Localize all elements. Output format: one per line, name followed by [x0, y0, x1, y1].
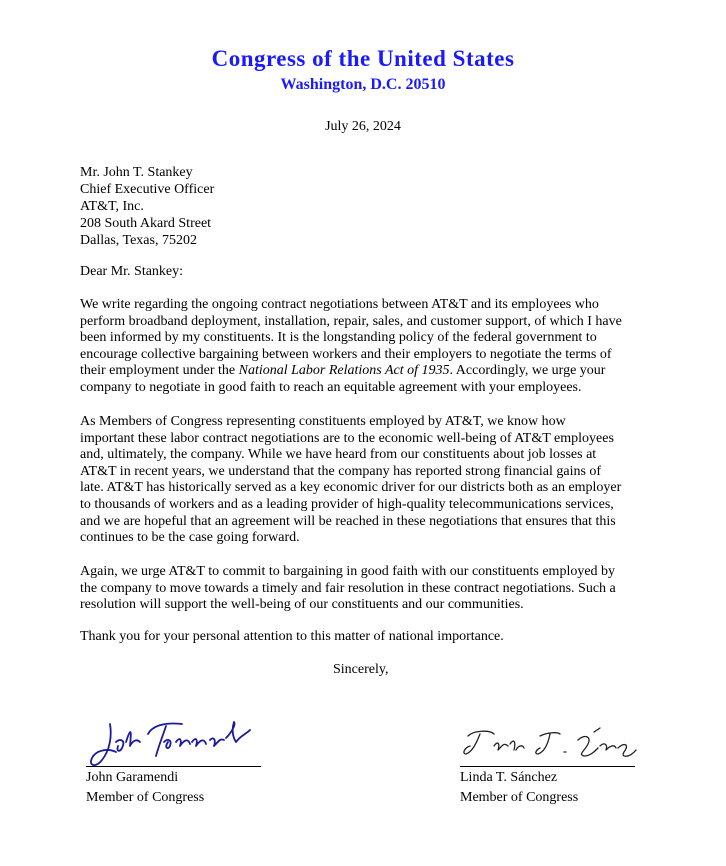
letterhead-subtitle: Washington, D.C. 20510	[280, 76, 446, 93]
recipient-address	[80, 164, 214, 249]
signature-stroke	[91, 722, 250, 765]
body-paragraph-3	[80, 564, 640, 614]
signature-stroke	[464, 728, 636, 756]
signer-name: Linda T. Sánchez	[460, 770, 558, 785]
paragraph-line: and, ultimately, the company. While we have heard from our constituents about job losses at	[80, 447, 597, 463]
recipient-company: AT&T, Inc.	[80, 199, 144, 214]
signer-title: Member of Congress	[460, 790, 579, 805]
paragraph-line: We write regarding the ongoing contract negotiations between AT&T and its employees who	[80, 297, 599, 312]
act-name: National Labor Relations Act of 1935	[238, 363, 450, 379]
body-paragraph-4	[80, 629, 640, 646]
signer-name: John Garamendi	[86, 770, 179, 785]
signature-garamendi	[86, 712, 266, 772]
recipient-street: 208 South Akard Street	[80, 216, 212, 231]
paragraph-line: to thousands of workers and as a leading provider of high-quality telecommunications services,	[80, 496, 614, 512]
paragraph-line: late. AT&T has historically served as a key economic driver for our districts both as an employer	[80, 480, 622, 496]
salutation: Dear Mr. Stankey:	[80, 264, 184, 279]
paragraph-line: important these labor contract negotiations are to the economic well-being of AT&T employees	[80, 430, 614, 446]
paragraph-line: resolution will support the well-being of our constituents and our communities.	[80, 597, 524, 613]
paragraph-line: continues to be the case going forward.	[80, 530, 300, 546]
letterhead-title: Congress of the United States	[211, 46, 515, 71]
paragraph-line: Thank you for your personal attention to this matter of national importance.	[80, 629, 504, 644]
paragraph-line: As Members of Congress representing constituents employed by AT&T, we know how	[80, 414, 566, 429]
paragraph-line: and we are hopeful that an agreement will be reached in these negotiations that ensures that this	[80, 513, 616, 529]
paragraph-line: been informed by my constituents. It is the longstanding policy of the federal government to	[80, 330, 597, 346]
signature-sanchez	[460, 724, 640, 764]
paragraph-line: Again, we urge AT&T to commit to bargaining in good faith with our constituents employed by	[80, 564, 616, 579]
signer-block-sanchez	[460, 768, 578, 808]
paragraph-line	[80, 363, 640, 380]
signer-title: Member of Congress	[86, 790, 205, 805]
signature-line-left	[86, 766, 261, 767]
paragraph-line: encourage collective bargaining between workers and their employers to negotiate the terms of	[80, 346, 612, 362]
paragraph-line: the company to move towards a timely and fair resolution in these contract negotiations. Such a	[80, 580, 616, 596]
recipient-city: Dallas, Texas, 75202	[80, 233, 197, 248]
signer-block-garamendi	[86, 768, 204, 808]
body-paragraph-2	[80, 414, 640, 547]
signature-line-right	[460, 766, 635, 767]
letter-date: July 26, 2024	[325, 119, 401, 134]
line-text: . Accordingly, we urge your	[449, 363, 606, 379]
body-paragraph-1	[80, 297, 640, 397]
paragraph-line: perform broadband deployment, installation, repair, sales, and customer support, of which I have	[80, 313, 622, 329]
line-text: their employment under the	[80, 363, 239, 379]
closing: Sincerely,	[333, 662, 389, 677]
paragraph-line: AT&T in recent years, we understand that the company has reported strong financial gains of	[80, 463, 602, 479]
paragraph-line: company to negotiate in good faith to reach an equitable agreement with your employees.	[80, 379, 582, 395]
recipient-title: Chief Executive Officer	[80, 182, 215, 197]
recipient-name: Mr. John T. Stankey	[80, 165, 193, 180]
